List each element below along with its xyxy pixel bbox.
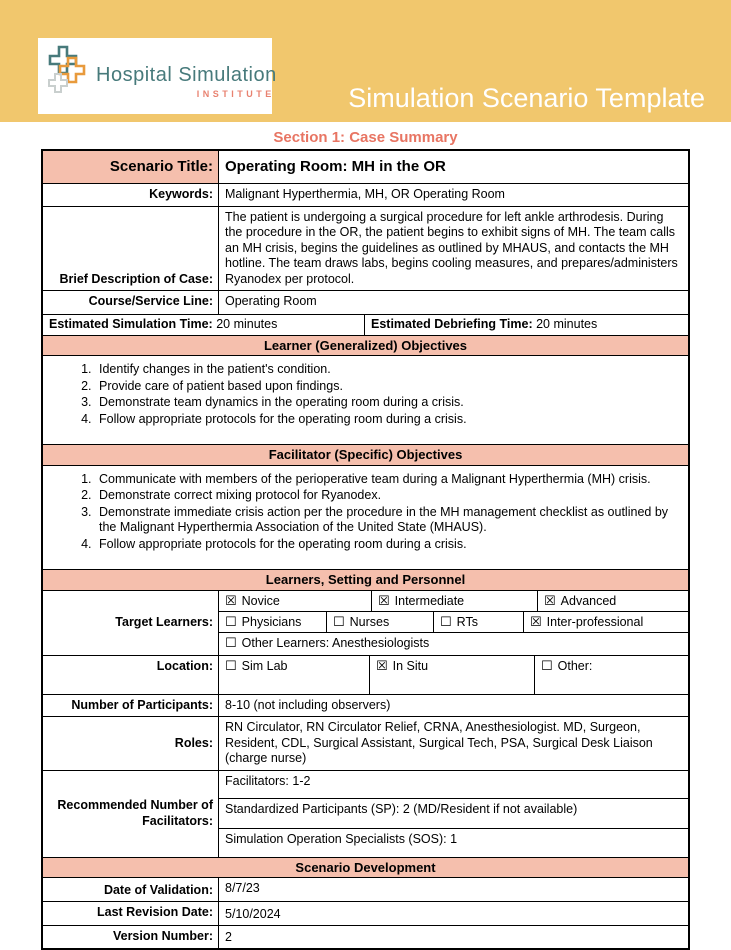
estimated-simulation-time: [43, 315, 365, 335]
estimated-debriefing-time-label: Estimated Debriefing Time:: [371, 317, 533, 331]
scenario-development-header-row: [43, 858, 688, 879]
unchecked-checkbox-icon: ☐: [541, 657, 553, 673]
facilitators-count: Facilitators: 1-2: [225, 773, 311, 788]
estimated-debriefing-time: [365, 315, 688, 335]
standardized-participants-subrow: [219, 799, 688, 829]
case-summary-table: [41, 149, 690, 950]
version-number-label: Version Number:: [43, 926, 219, 948]
scenario-title-label: Scenario Title:: [43, 151, 219, 183]
learner-objective-item: 4. Follow appropriate protocols for the operating room during a crisis.: [95, 412, 682, 428]
roles-value: RN Circulator, RN Circulator Relief, CRNA, Anesthesiologist. MD, Surgeon, Resident, CDL, Surgical Assistant, Surgical Tech, PSA, Surgical Desk Liaison (charge nurse): [225, 720, 653, 765]
facilitators-values: [219, 771, 688, 857]
checkbox-label: Inter-professional: [546, 614, 644, 629]
checkbox-in-situ: [370, 656, 535, 694]
checkbox-intermediate: [372, 591, 538, 611]
unchecked-checkbox-icon: ☐: [225, 613, 237, 629]
header-banner: [0, 0, 731, 122]
facilitator-objective-item: 1. Communicate with members of the perioperative team during a Malignant Hyperthermia (MH) crisis.: [95, 472, 682, 488]
learner-objectives-list: [49, 362, 682, 427]
location-options: [219, 656, 688, 694]
brief-description-value: The patient is undergoing a surgical procedure for left ankle arthrodesis. During the procedure in the OR, the patient begins to exhibit signs of MH. The team calls an MH crisis, begins the guidelines as outlined by MHAUS, and contacts the MH hotline. The team draws labs, begins cooling measures, and prepares/administers Ryanodex per protocol.: [225, 209, 678, 286]
course-service-line-label: Course/Service Line:: [43, 291, 219, 314]
target-learners-row: [43, 591, 688, 656]
learner-objectives-header-row: [43, 336, 688, 357]
personnel-header-row: [43, 570, 688, 591]
checked-checkbox-icon: ☒: [225, 592, 237, 608]
keywords-value: Malignant Hyperthermia, MH, OR Operating Room: [225, 187, 505, 201]
unchecked-checkbox-icon: ☐: [225, 657, 237, 673]
date-of-validation-row: [43, 878, 688, 902]
standardized-participants: Standardized Participants (SP): 2 (MD/Resident if not available): [225, 801, 578, 816]
checkbox-label: Intermediate: [394, 593, 465, 608]
checkbox-other-location: [535, 656, 688, 694]
learner-objective-item: 2. Provide care of patient based upon findings.: [95, 379, 682, 395]
version-number-value: 2: [225, 929, 232, 944]
scenario-title-value: Operating Room: MH in the OR: [225, 158, 446, 176]
checkbox-label: In Situ: [392, 658, 429, 673]
learner-objective-item: 1. Identify changes in the patient's condition.: [95, 362, 682, 378]
roles-label: Roles:: [43, 717, 219, 770]
checked-checkbox-icon: ☒: [378, 592, 390, 608]
logo-subtitle: INSTITUTE: [196, 88, 275, 99]
estimated-simulation-time-value: 20 minutes: [216, 317, 278, 331]
checkbox-label: Novice: [241, 593, 280, 608]
checked-checkbox-icon: ☒: [544, 592, 556, 608]
scenario-development-heading: Scenario Development: [43, 858, 688, 878]
last-revision-date-label: Last Revision Date:: [43, 902, 219, 925]
checked-checkbox-icon: ☒: [530, 613, 542, 629]
checkbox-label: Sim Lab: [241, 658, 288, 673]
checkbox-label: Other Learners: Anesthesiologists: [241, 635, 430, 650]
checkbox-label: RTs: [456, 614, 478, 629]
other-learners-subrow: [219, 633, 688, 655]
brief-description-label: Brief Description of Case:: [43, 207, 219, 291]
checkbox-inter-professional: [524, 612, 688, 632]
date-of-validation-label: Date of Validation:: [43, 878, 219, 901]
learner-level-subrow: [219, 591, 688, 612]
checkbox-label: Nurses: [349, 614, 390, 629]
unchecked-checkbox-icon: ☐: [225, 634, 237, 650]
checkbox-rts: [434, 612, 524, 632]
scenario-title-row: [43, 151, 688, 184]
course-service-line-row: [43, 291, 688, 315]
logo-name: Hospital Simulation: [96, 63, 277, 86]
target-learners-options: [219, 591, 688, 655]
section1-heading: Section 1: Case Summary: [273, 129, 458, 146]
facilitator-objectives-heading: Facilitator (Specific) Objectives: [43, 445, 688, 465]
checkbox-label: Physicians: [241, 614, 302, 629]
roles-row: [43, 717, 688, 771]
estimated-times-row: [43, 315, 688, 336]
location-row: [43, 656, 688, 695]
last-revision-date-row: [43, 902, 688, 926]
checkbox-label: Advanced: [560, 593, 617, 608]
hospital-cross-icon: [44, 42, 96, 105]
learner-objectives-heading: Learner (Generalized) Objectives: [43, 336, 688, 356]
checkbox-novice: [219, 591, 372, 611]
participants-value: 8-10 (not including observers): [225, 697, 391, 712]
facilitator-objective-item: 4. Follow appropriate protocols for the operating room during a crisis.: [95, 537, 682, 553]
last-revision-date-value: 5/10/2024: [225, 906, 281, 921]
course-service-line-value: Operating Room: [225, 294, 317, 308]
facilitator-objectives-list: [49, 472, 682, 553]
simulation-operation-specialists: Simulation Operation Specialists (SOS): 1: [225, 831, 458, 846]
facilitator-objectives-row: [43, 466, 688, 571]
checkbox-advanced: [538, 591, 688, 611]
personnel-heading: Learners, Setting and Personnel: [43, 570, 688, 590]
learner-objectives-row: [43, 356, 688, 445]
learner-discipline-subrow: [219, 612, 688, 633]
facilitator-objectives-header-row: [43, 445, 688, 466]
estimated-debriefing-time-value: 20 minutes: [536, 317, 598, 331]
target-learners-label: Target Learners:: [43, 591, 219, 655]
logo: [38, 38, 277, 114]
location-label: Location:: [43, 656, 219, 694]
facilitator-objective-item: 3. Demonstrate immediate crisis action per the procedure in the MH management checklist as outlined by the Malignant Hyperthermia Association of the United State (MHAUS).: [95, 505, 682, 536]
checked-checkbox-icon: ☒: [376, 657, 388, 673]
checkbox-sim-lab: [219, 656, 370, 694]
keywords-row: [43, 184, 688, 207]
facilitators-label: Recommended Number of Facilitators:: [43, 771, 219, 857]
checkbox-physicians: [219, 612, 327, 632]
version-number-row: [43, 926, 688, 948]
brief-description-row: [43, 207, 688, 292]
learner-objectives-list-cell: [43, 356, 688, 444]
facilitators-row: [43, 771, 688, 858]
simulation-operation-specialists-subrow: [219, 829, 688, 857]
unchecked-checkbox-icon: ☐: [440, 613, 452, 629]
estimated-simulation-time-label: Estimated Simulation Time:: [49, 317, 213, 331]
checkbox-other-learners: [219, 633, 688, 655]
logo-text: [96, 64, 277, 99]
location-subrow: [219, 656, 688, 694]
document-title: Simulation Scenario Template: [348, 83, 705, 113]
date-of-validation-value: 8/7/23: [225, 881, 260, 895]
keywords-label: Keywords:: [43, 184, 219, 206]
checkbox-nurses: [327, 612, 434, 632]
participants-row: [43, 695, 688, 718]
learner-objective-item: 3. Demonstrate team dynamics in the operating room during a crisis.: [95, 395, 682, 411]
unchecked-checkbox-icon: ☐: [333, 613, 345, 629]
facilitator-objective-item: 2. Demonstrate correct mixing protocol for Ryanodex.: [95, 488, 682, 504]
facilitators-count-subrow: [219, 771, 688, 799]
checkbox-label: Other:: [557, 658, 593, 673]
facilitator-objectives-list-cell: [43, 466, 688, 570]
participants-label: Number of Participants:: [43, 695, 219, 717]
